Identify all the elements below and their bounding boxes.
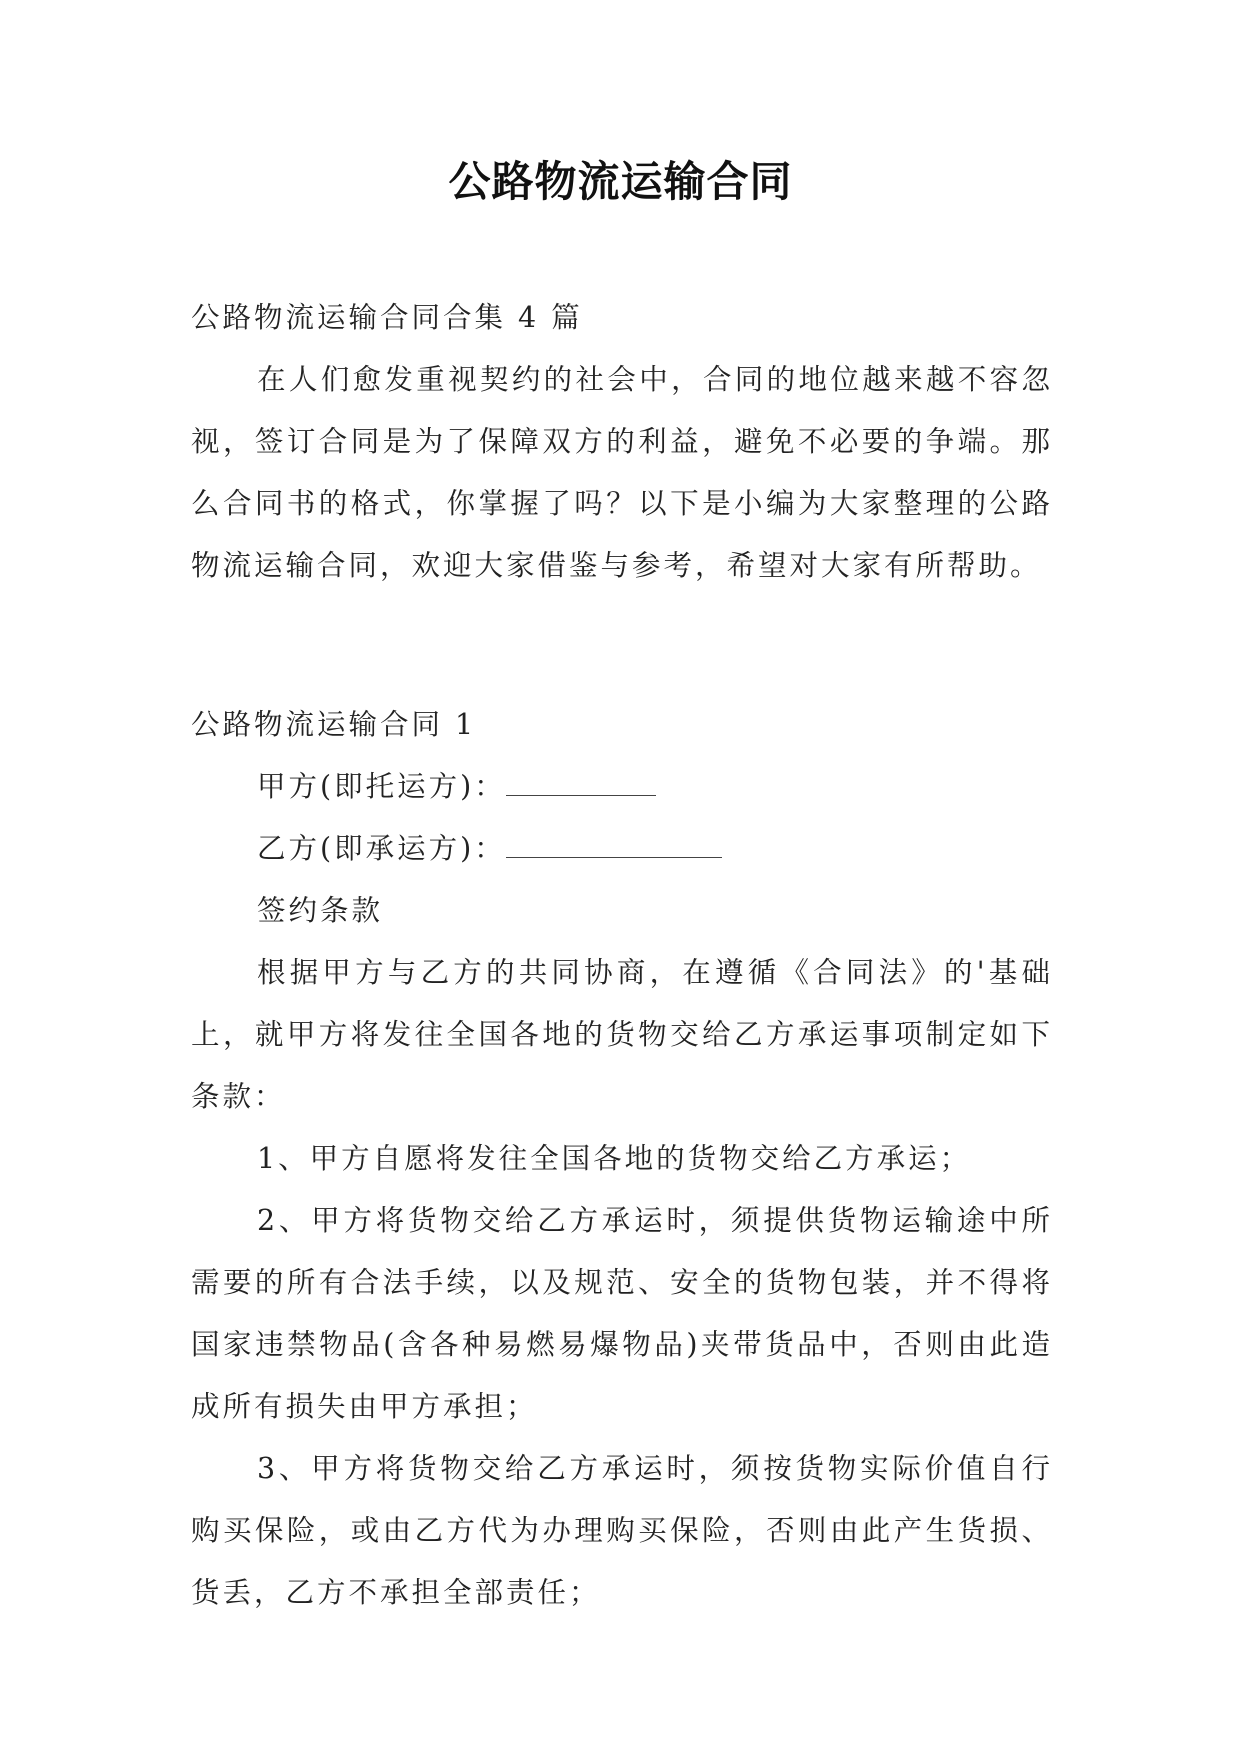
party-a-line — [191, 756, 1053, 818]
section-heading: 公路物流运输合同 1 — [191, 708, 477, 741]
clause-3: 3、甲方将货物交给乙方承运时，须按货物实际价值自行购买保险，或由乙方代为办理购买保险，否则由此产生货损、货丢，乙方不承担全部责任； — [191, 1452, 1053, 1609]
party-a-label: 甲方(即托运方)： — [257, 770, 506, 803]
intro-block — [191, 287, 1053, 597]
clause-2: 2、甲方将货物交给乙方承运时，须提供货物运输途中所需要的所有合法手续，以及规范、安全的货物包装，并不得将国家违禁物品(含各种易燃易爆物品)夹带货品中，否则由此造成所有损失由甲方承担； — [191, 1204, 1053, 1423]
party-b-label: 乙方(即承运方)： — [257, 832, 506, 865]
intro-paragraph: 在人们愈发重视契约的社会中，合同的地位越来越不容忽视，签订合同是为了保障双方的利益，避免不必要的争端。那么合同书的格式，你掌握了吗？以下是小编为大家整理的公路物流运输合同，欢迎大家借鉴与参考，希望对大家有所帮助。 — [191, 363, 1053, 582]
document-subtitle: 公路物流运输合同合集 4 篇 — [191, 301, 583, 334]
document-title: 公路物流运输合同 — [448, 157, 793, 206]
party-a-blank — [506, 775, 656, 796]
preamble-paragraph: 根据甲方与乙方的共同协商，在遵循《合同法》的'基础上，就甲方将发往全国各地的货物交给乙方承运事项制定如下条款： — [191, 956, 1053, 1113]
party-b-blank — [506, 837, 722, 858]
terms-heading: 签约条款 — [257, 894, 384, 927]
clause-1: 1、甲方自愿将发往全国各地的货物交给乙方承运； — [257, 1142, 972, 1175]
party-b-line — [191, 818, 1053, 880]
contract-section-1 — [191, 694, 1053, 1624]
